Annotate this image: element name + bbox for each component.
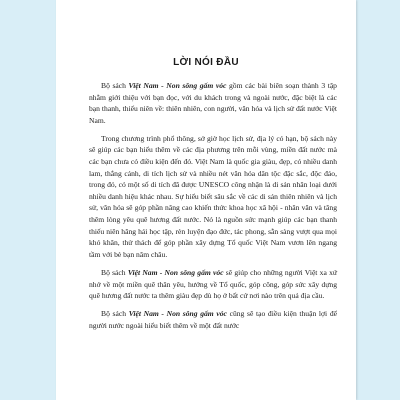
page-title: LỜI NÓI ĐẦU	[173, 57, 239, 68]
book-title-mention: Việt Nam - Non sông gấm vóc	[128, 309, 227, 319]
paragraph-1-lead: Bộ sách	[101, 81, 129, 90]
book-title-mention: Việt Nam - Non sông gấm vóc	[127, 267, 224, 277]
book-title-mention: Việt Nam - Non sông gấm vóc	[128, 81, 227, 90]
paragraph-3-text: sẽ giúp cho những người Việt xa xứ nhớ về một miền quê thân yêu, hướng về Tổ quốc, góp công, góp sức xây dựng quê hương đất nước ta thêm giàu đẹp dù họ ở bất cứ nơi nào trên quả địa cầu.	[89, 267, 337, 301]
book-page	[56, 0, 356, 400]
paragraph-4-lead: Bộ sách	[101, 309, 129, 319]
paragraph-2: Trong chương trình phổ thông, sở giờ học lịch sử, địa lý có hạn, bộ sách này sẽ giúp các bạn hiểu thêm về các địa phương trên mỗi vùng, miền đất nước mà các bạn chưa có điều kiện đến đó. Việt Nam là quốc gia giàu, đẹp, có nhiều danh lam, thắng cảnh, di tích lịch sử và nhiều nét văn hóa dân tộc đặc sắc, độc đáo, trong đó, có một số di tích đã được UNESCO công nhận là di sản nhân loại dưới nhiều danh hiệu khác nhau. Sự hiểu biết sâu sắc về các di sản thiên nhiên và lịch sử, văn hóa sẽ góp phần nâng cao khiến thức khoa học xã hội - nhân văn và tăng thêm lòng yêu quê hương đất nước. Nó là nguồn sức mạnh giúp các bạn thanh thiếu niên hăng hái học tập, rèn luyện đạo đức, tác phong, sẵn sàng vượt qua mọi khó khăn, thử thách để góp phần xây dựng Tổ quốc Việt Nam vươn lên ngang tầm với bè bạn năm châu.	[89, 133, 337, 259]
preface-body	[89, 80, 337, 338]
paragraph-3-lead: Bộ sách	[101, 267, 128, 277]
paragraph-1	[89, 80, 337, 126]
paragraph-3	[89, 267, 337, 302]
paragraph-4-text: cũng sẽ tạo điều kiện thuận lợi để người nước ngoài hiểu biết thêm về một đất nước	[89, 309, 337, 330]
paragraph-4	[89, 308, 337, 331]
paragraph-1-text: gồm các bài biên soạn thành 3 tập nhằm giới thiệu với bạn đọc, với du khách trong và ngoài nước, đặc biệt là các bạn thanh, thiếu niên về: thiên nhiên, con người, văn hóa và lịch sử đất nước Việt Nam.	[89, 81, 337, 125]
